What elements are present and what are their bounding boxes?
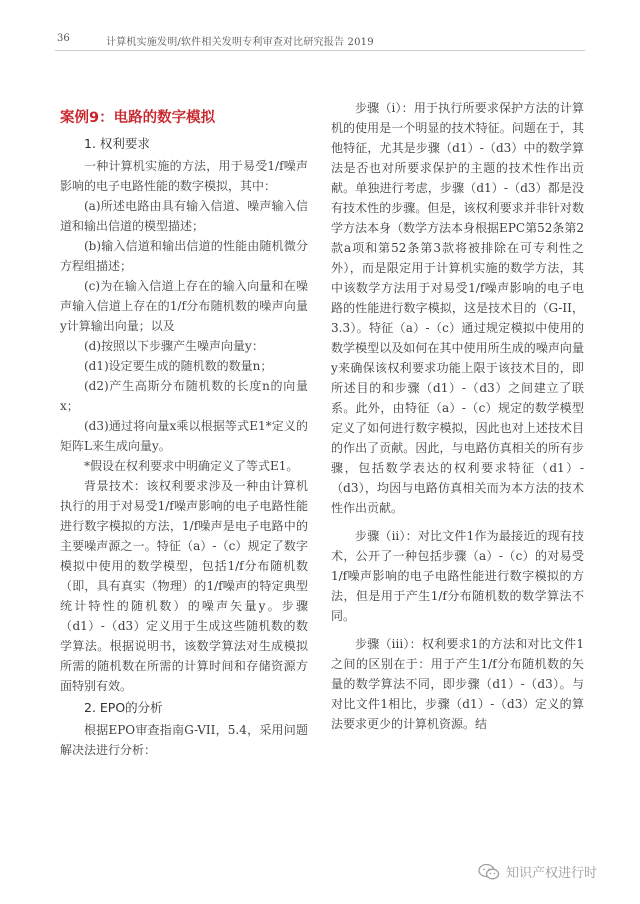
background-paragraph: 背景技术：该权利要求涉及一种由计算机执行的用于对易受1/f噪声影响的电子电路性能进行数字模拟的方法，1/f噪声是电子电路中的主要噪声源之一。特征（a）-（c）规定了数字模拟中使用的数学模型，包括1/f分布随机数（即，具有真实（物理）的1/f噪声的特定典型统计特性的随机数）的噪声矢量y。步骤（d1）-（d3）定义用于生成这些随机数的数学算法。根据说明书，该数学算法对生成模拟所需的随机数在所需的计算时间和存储资源方面特别有效。 — [60, 479, 308, 693]
left-column — [60, 98, 308, 760]
step-iii-paragraph: 步骤（iii）：权利要求1的方法和对比文件1之间的区别在于：用于产生1/f分布随机数的矢量的数学算法不同，即步骤（d1）-（d3）。与对比文件1相比，步骤（d1）-（d3）定义的算法要求更少的计算机资源。结 — [331, 637, 584, 731]
claim-feature-b: (b)输入信道和输出信道的性能由随机微分方程组描述； — [60, 239, 308, 273]
section-heading-claims: 1. 权利要求 — [84, 136, 150, 151]
watermark — [478, 862, 597, 881]
claim-feature-d3: (d3)通过将向量x乘以根据等式E1*定义的矩阵L来生成向量y。 — [60, 419, 308, 453]
header-rule — [55, 50, 585, 51]
step-i-paragraph: 步骤（i）：用于执行所要求保护方法的计算机的使用是一个明显的技术特征。问题在于，其他特征，尤其是步骤（d1）-（d3）中的数学算法是否也对所要求保护的主题的技术性作出贡献。单独进行考虑，步骤（d1）-（d3）都是没有技术性的步骤。但是，该权利要求并非针对数学方法本身（数学方法本身根据EPC第52条第2款a项和第52条第3款将被排除在可专利性之外），而是限定用于计算机实施的数学方法，其中该数学方法用于对易受1/f噪声影响的电子电路的性能进行数字模拟，这是技术目的（G-II，3.3）。特征（a）-（c）通过规定模拟中使用的数学模型以及如何在其中使用所生成的噪声向量y来确保该权利要求功能上限于该技术目的，即所述目的和步骤（d1）-（d3）之间建立了联系。此外，由特征（a）-（c）规定的数学模型定义了如何进行数字模拟，因此也对上述技术目的作出了贡献。因此，与电路仿真相关的所有步骤，包括数学表达的权利要求特征（d1）-（d3），均因与电路仿真相关而为本方法的技术性作出贡献。 — [331, 101, 584, 515]
case-title: 案例9：电路的数字模拟 — [60, 110, 216, 126]
running-title: 计算机实施发明/软件相关发明专利审查对比研究报告 2019 — [106, 37, 374, 48]
wechat-icon — [478, 863, 500, 881]
claim-footnote: *假设在权利要求中明确定义了等式E1。 — [84, 459, 299, 473]
page-header — [0, 0, 640, 56]
claim-paragraph: 一种计算机实施的方法，用于易受1/f噪声影响的电子电路性能的数字模拟，其中： — [60, 159, 308, 193]
page-number: 36 — [57, 33, 70, 44]
claim-feature-c: (c)为在输入信道上存在的输入向量和在噪声输入信道上存在的1/f分布随机数的噪声向量y计算输出向量；以及 — [60, 279, 308, 333]
watermark-text: 知识产权进行时 — [506, 866, 598, 881]
right-column — [331, 98, 584, 734]
step-ii-paragraph: 步骤（ii）：对比文件1作为最接近的现有技术，公开了一种包括步骤（a）-（c）的对易受1/f噪声影响的电子电路性能进行数字模拟的方法，但是用于产生1/f分布随机数的数学算法不同。 — [331, 529, 584, 623]
claim-feature-a: (a)所述电路由具有输入信道、噪声输入信道和输出信道的模型描述； — [60, 199, 308, 233]
claim-feature-d2: (d2)产生高斯分布随机数的长度n的向量x； — [60, 379, 308, 413]
analysis-paragraph: 根据EPO审查指南G-VII，5.4，采用问题解决法进行分析： — [60, 723, 308, 757]
claim-feature-d: (d)按照以下步骤产生噪声向量y： — [84, 339, 264, 353]
section-heading-analysis: 2. EPO的分析 — [84, 700, 163, 715]
claim-feature-d1: (d1)设定要生成的随机数的数量n； — [84, 359, 273, 373]
